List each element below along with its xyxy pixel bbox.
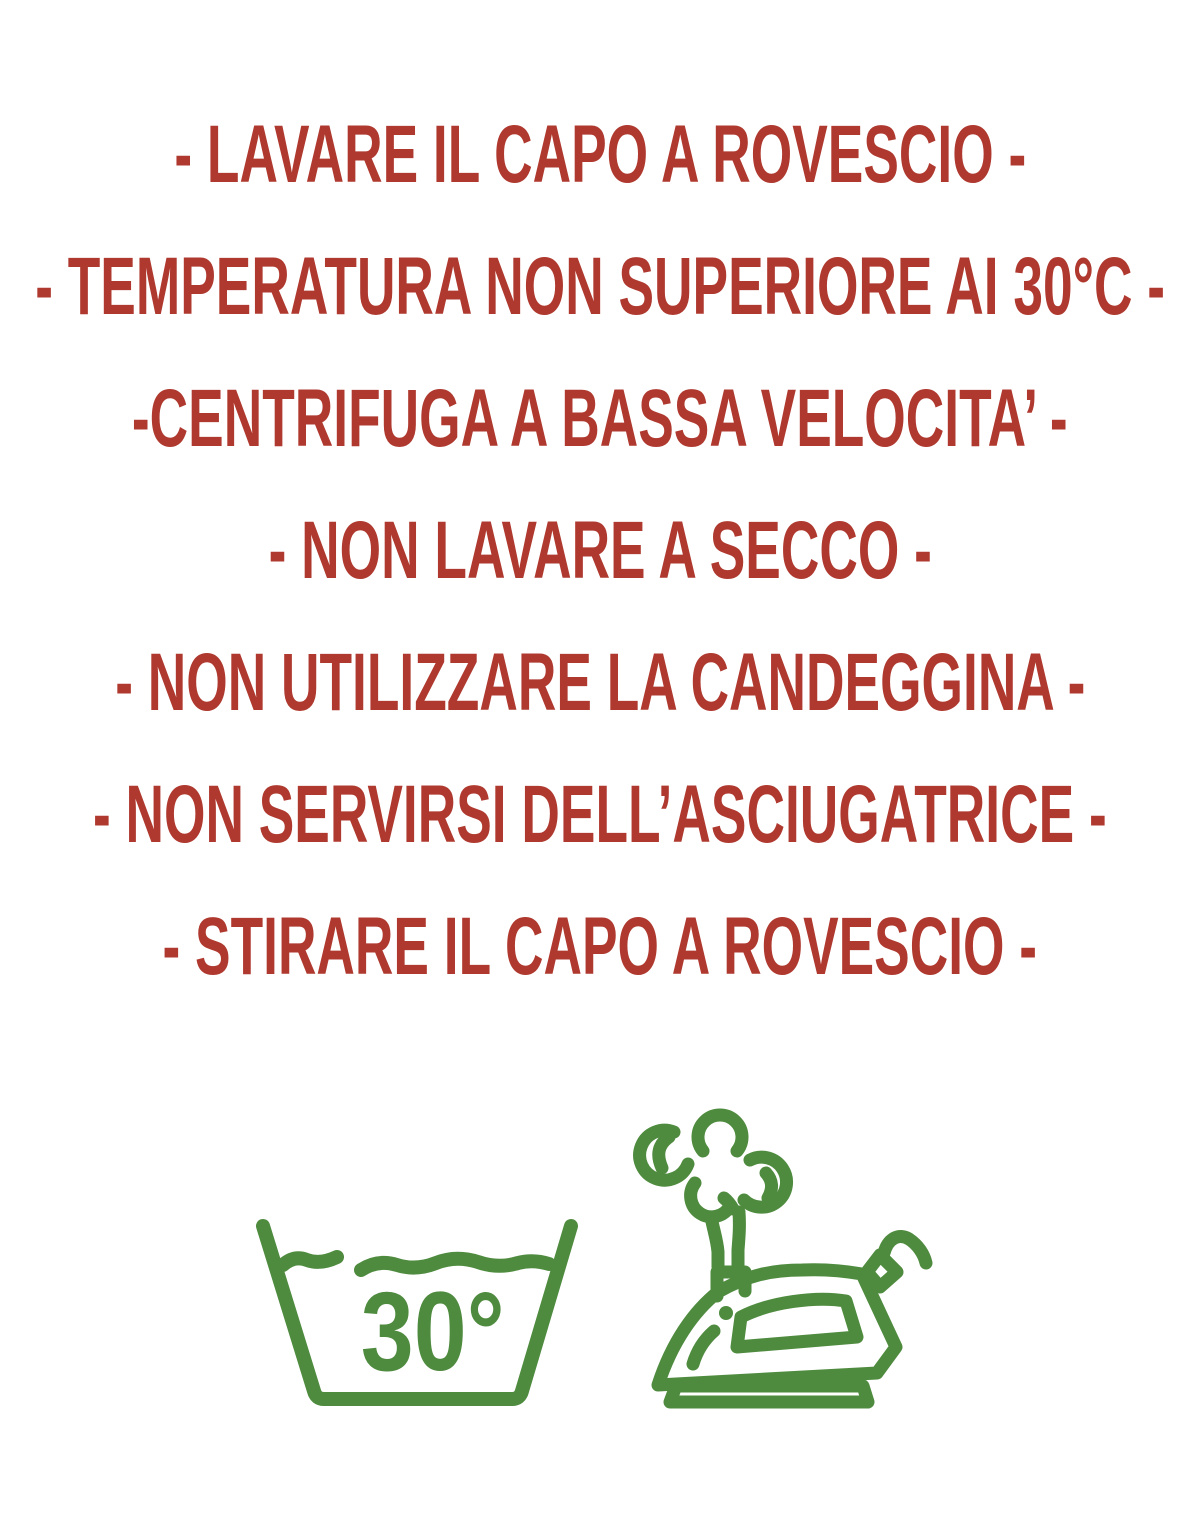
steam-column-right [738,1212,739,1267]
wash-basin-30-icon [250,1213,590,1453]
wash-temperature-label: 30° [360,1269,505,1395]
iron-sole-plate [670,1386,868,1402]
steam-iron-icon [600,1080,1000,1525]
care-instruction-line [0,89,1200,221]
care-instruction-text: - NON LAVARE A SECCO - [268,505,932,596]
care-instruction-line [0,881,1200,1013]
steam-cloud-inner-arc [659,1137,669,1168]
care-instruction-text: - STIRARE IL CAPO A ROVESCIO - [162,901,1038,992]
care-instruction-text: - NON UTILIZZARE LA CANDEGGINA - [114,637,1086,728]
steam-cloud-inner-dash [724,1198,733,1209]
care-instruction-line [0,749,1200,881]
care-instruction-text: - TEMPERATURA NON SUPERIORE AI 30°C - [35,241,1165,332]
iron-body-dot [719,1306,733,1320]
steam-column-left [711,1217,718,1267]
iron-body-dash [693,1331,714,1364]
care-instruction-line [0,221,1200,353]
care-instruction-line [0,485,1200,617]
care-instruction-text: - NON SERVIRSI DELL’ASCIUGATRICE - [93,769,1107,860]
iron-handle-opening [737,1299,857,1347]
water-line-left [283,1257,337,1265]
care-instruction-text: - LAVARE IL CAPO A ROVESCIO - [174,109,1026,200]
steam-cloud-top-puff [698,1115,742,1151]
water-line-right [361,1259,549,1270]
steam-cloud-inner-arc [766,1173,772,1198]
care-instruction-line [0,353,1200,485]
care-instruction-text: -CENTRIFUGA A BASSA VELOCITA’ - [132,373,1068,464]
care-instruction-line [0,617,1200,749]
iron-plug [867,1255,897,1287]
